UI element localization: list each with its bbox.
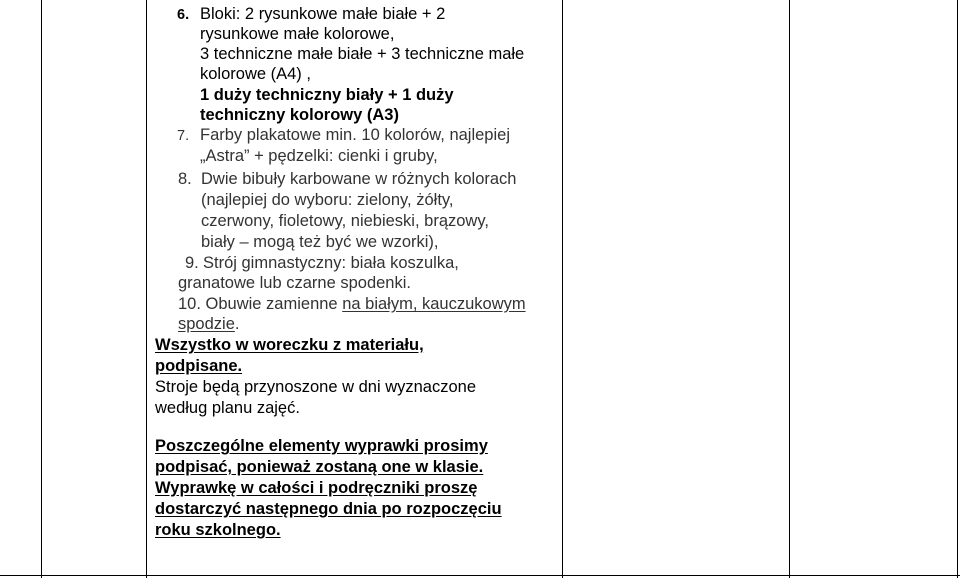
costume-note-line-1: Stroje będą przynoszone w dni wyznaczone xyxy=(155,378,477,396)
column-divider xyxy=(957,0,958,578)
item-10-line-1: 10. Obuwie zamienne na białym, kauczukowym xyxy=(178,295,526,313)
bag-note-line-2: podpisane. xyxy=(155,357,243,375)
list-number-6: 6. xyxy=(177,7,190,23)
footer-line-4: dostarczyć następnego dnia po rozpoczęciu xyxy=(155,500,502,518)
item-6-line-4: kolorowe (A4) , xyxy=(200,65,311,83)
list-number-10: 10. xyxy=(178,295,201,313)
bag-note-line-1: Wszystko w woreczku z materiału, xyxy=(155,336,424,354)
list-number-9: 9. xyxy=(185,254,199,272)
column-divider xyxy=(41,0,42,578)
row-divider xyxy=(0,575,960,576)
footer-line-5: roku szkolnego. xyxy=(155,521,281,539)
item-9-line-2: granatowe lub czarne spodenki. xyxy=(178,274,411,292)
item-8-line-3: czerwony, fioletowy, niebieski, brązowy, xyxy=(201,212,489,230)
footer-line-3: Wyprawkę w całości i podręczniki proszę xyxy=(155,479,478,497)
column-divider xyxy=(562,0,563,578)
item-9-line-1: Strój gimnastyczny: biała koszulka, xyxy=(203,254,459,272)
item-8-line-2: (najlepiej do wyboru: zielony, żółty, xyxy=(201,191,454,209)
footer-line-2: podpisać, ponieważ zostaną one w klasie. xyxy=(155,458,484,476)
costume-note-line-2: według planu zajęć. xyxy=(155,399,300,417)
item-7-line-1: Farby plakatowe min. 10 kolorów, najlepiej xyxy=(200,126,510,144)
item-8-line-1: Dwie bibuły karbowane w różnych kolorach xyxy=(201,170,517,188)
item-6-line-2: rysunkowe małe kolorowe, xyxy=(200,25,395,43)
item-6-line-3: 3 techniczne małe białe + 3 techniczne małe xyxy=(200,45,525,63)
column-divider xyxy=(789,0,790,578)
list-number-7: 7. xyxy=(177,128,190,144)
item-7-line-2: „Astra” + pędzelki: cienki i gruby, xyxy=(200,147,438,165)
list-number-8: 8. xyxy=(178,170,192,188)
item-6-line-1: Bloki: 2 rysunkowe małe białe + 2 xyxy=(200,5,446,23)
item-6-line-5: 1 duży techniczny biały + 1 duży xyxy=(200,86,454,104)
column-divider xyxy=(146,0,147,578)
footer-line-1: Poszczególne elementy wyprawki prosimy xyxy=(155,437,488,455)
item-10-line-2: spodzie. xyxy=(178,315,240,333)
item-6-line-6: techniczny kolorowy (A3) xyxy=(200,106,399,124)
item-8-line-4: biały – mogą też być we wzorki), xyxy=(201,233,439,251)
